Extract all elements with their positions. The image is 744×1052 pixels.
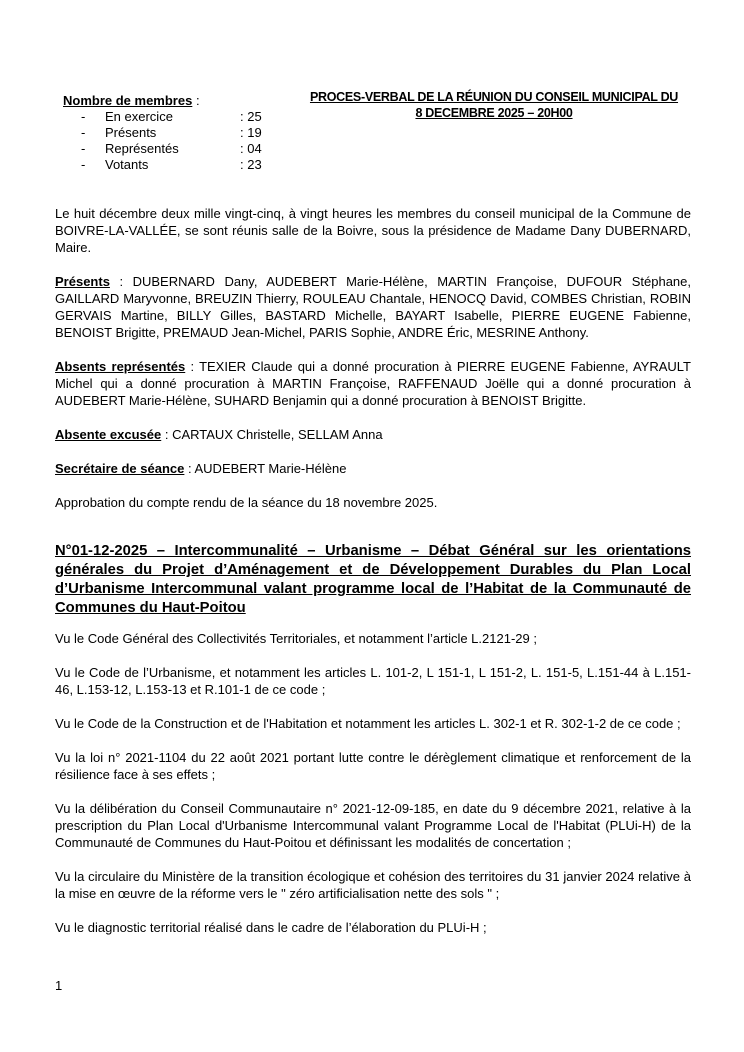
- members-row: [81, 157, 280, 173]
- page-number: 1: [55, 978, 63, 993]
- members-row: [81, 125, 280, 141]
- considerant-paragraph: Vu la délibération du Conseil Communautaire n° 2021-12-09-185, en date du 9 décembre 2021, relative à la prescription du Plan Local d'Urbanisme Intercommunal valant Programme Local de l'Habitat (PLUi-H) de la Communauté de Communes du Haut-Poitou et définissant les modalités de concertation ;: [55, 801, 691, 850]
- secretaire-paragraph: [55, 460, 691, 477]
- presents-paragraph: [55, 273, 691, 341]
- meeting-details: [55, 205, 691, 528]
- intro-paragraph: Le huit décembre deux mille vingt-cinq, à vingt heures les membres du conseil municipal de la Commune de BOIVRE-LA-VALLÉE, se sont réunis salle de la Boivre, sous la présidence de Madame Dany DUBERNARD, Maire.: [55, 206, 691, 255]
- considerants-list: [55, 630, 691, 953]
- secretaire-text: : AUDEBERT Marie-Hélène: [184, 461, 347, 476]
- members-heading: [63, 93, 293, 109]
- members-row-value: : 19: [240, 125, 262, 140]
- considerant-paragraph: Vu le Code Général des Collectivités Territoriales, et notamment l’article L.2121-29 ;: [55, 631, 537, 646]
- considerant-paragraph: Vu la circulaire du Ministère de la transition écologique et cohésion des territoires du 31 janvier 2024 relative à la mise en œuvre de la réforme vers le " zéro artificialisation nette des sols " ;: [55, 869, 691, 901]
- considerant-paragraph: Vu le diagnostic territorial réalisé dans le cadre de l’élaboration du PLUi-H ;: [55, 920, 487, 935]
- excusee-paragraph: [55, 426, 691, 443]
- absents-paragraph: [55, 358, 691, 409]
- approbation-paragraph: Approbation du compte rendu de la séance du 18 novembre 2025.: [55, 495, 438, 510]
- members-row-dash: -: [81, 141, 86, 156]
- members-heading-label: Nombre de membres: [63, 93, 193, 108]
- members-row-label: Présents: [105, 125, 157, 140]
- members-heading-suffix: :: [192, 93, 200, 108]
- members-count-block: [63, 93, 293, 173]
- members-row-value: : 25: [240, 109, 262, 124]
- document-title-line1: PROCES-VERBAL DE LA RÉUNION DU CONSEIL MUNICIPAL DU: [309, 90, 679, 104]
- members-row-dash: -: [81, 157, 86, 172]
- considerant-paragraph: Vu la loi n° 2021-1104 du 22 août 2021 portant lutte contre le dérèglement climatique et renforcement de la résilience face à ses effets ;: [55, 750, 691, 782]
- absents-label: Absents représentés: [55, 359, 186, 374]
- presents-label: Présents: [55, 274, 110, 289]
- section-title: N°01-12-2025 – Intercommunalité – Urbanisme – Débat Général sur les orientations générales du Projet d’Aménagement et de Développement Durables du Plan Local d’Urbanisme Intercommunal valant programme local de l’Habitat de la Communauté de Communes du Haut-Poitou: [55, 543, 691, 616]
- members-table: [81, 109, 280, 173]
- document-title: [296, 89, 692, 121]
- presents-text: : DUBERNARD Dany, AUDEBERT Marie-Hélène, MARTIN Françoise, DUFOUR Stéphane, GAILLARD Maryvonne, BREUZIN Thierry, ROULEAU Chantale, HENOCQ David, COMBES Christian, ROBIN GERVAIS Martine, BILLY Gilles, BASTARD Michelle, BAYART Isabelle, PIERRE EUGENE Fabienne, BENOIST Brigitte, PREMAUD Jean-Michel, PARIS Sophie, ANDRE Éric, MESRINE Anthony.: [55, 274, 691, 340]
- excusee-label: Absente excusée: [55, 427, 162, 442]
- absents-text: : TEXIER Claude qui a donné procuration à PIERRE EUGENE Fabienne, AYRAULT Michel qui a donné procuration à MARTIN Françoise, RAFFENAUD Joëlle qui a donné procuration à AUDEBERT Marie-Hélène, SUHARD Benjamin qui a donné procuration à BENOIST Brigitte.: [55, 359, 691, 408]
- considerant-paragraph: Vu le Code de la Construction et de l'Habitation et notamment les articles L. 302-1 et R. 302-1-2 de ce code ;: [55, 716, 681, 731]
- members-row: [81, 141, 280, 157]
- members-row-label: Représentés: [105, 141, 179, 156]
- members-row: [81, 109, 280, 125]
- document-title-line2: 8 DECEMBRE 2025 – 20H00: [415, 106, 573, 120]
- excusee-text: : CARTAUX Christelle, SELLAM Anna: [161, 427, 383, 442]
- members-row-label: En exercice: [105, 109, 173, 124]
- members-row-label: Votants: [105, 157, 149, 172]
- members-row-value: : 23: [240, 157, 262, 172]
- members-row-dash: -: [81, 125, 86, 140]
- considerant-paragraph: Vu le Code de l’Urbanisme, et notamment les articles L. 101-2, L 151-1, L 151-2, L. 151-5, L.151-44 à L.151-46, L.153-12, L.153-13 et R.101-1 de ce code ;: [55, 665, 691, 697]
- members-row-value: : 04: [240, 141, 262, 156]
- secretaire-label: Secrétaire de séance: [55, 461, 185, 476]
- members-row-dash: -: [81, 109, 86, 124]
